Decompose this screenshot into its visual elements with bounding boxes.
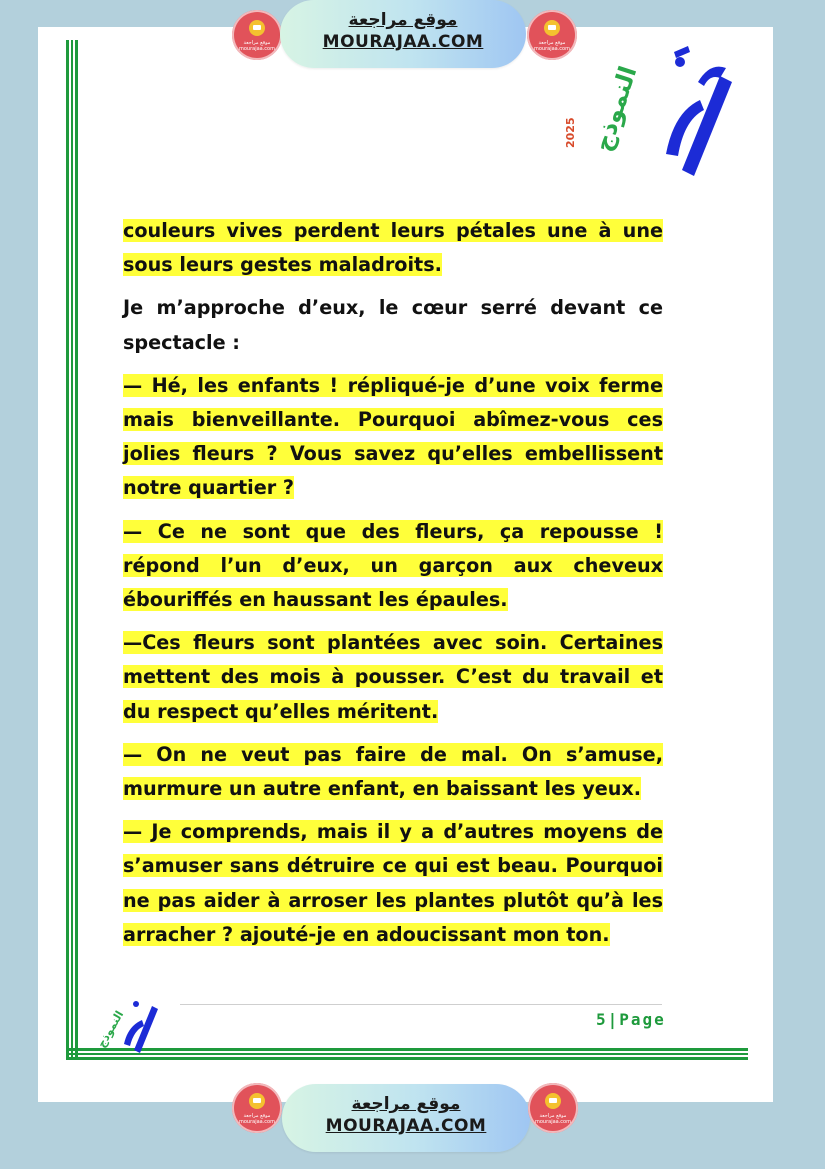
site-badge-icon[interactable] — [232, 1083, 282, 1133]
badge-text: موقع مراجعة mourajaa.com — [533, 40, 570, 52]
site-banner-top[interactable] — [280, 0, 526, 68]
site-badge-icon[interactable] — [232, 10, 282, 60]
paragraph: — On ne veut pas faire de mal. On s’amuse, murmure un autre enfant, en baissant les yeux. — [123, 742, 663, 801]
left-border-decoration — [66, 40, 78, 1060]
gem-logo-icon — [564, 42, 740, 182]
svg-text:النموذج: النموذج — [94, 1008, 127, 1050]
bottom-border-decoration — [66, 1048, 748, 1060]
svg-text:النموذج: النموذج — [588, 62, 643, 155]
site-badge-icon[interactable] — [528, 1083, 578, 1133]
banner-site-link[interactable]: MOURAJAA.COM — [322, 32, 484, 52]
banner-site-link[interactable]: MOURAJAA.COM — [325, 1116, 487, 1136]
paragraph: —Ces fleurs sont plantées avec soin. Certaines mettent des mois à pousser. C’est du travail et du respect qu’elles méritent. — [123, 631, 663, 723]
paragraph: — Hé, les enfants ! répliqué-je d’une voix ferme mais bienveillante. Pourquoi abîmez-vous ces jolies fleurs ? Vous savez qu’elles embellissent notre quartier ? — [123, 373, 663, 500]
paragraph: couleurs vives perdent leurs pétales une à une sous leurs gestes maladroits. — [123, 219, 663, 277]
gem-logo-small-icon — [92, 996, 162, 1054]
banner-arabic-title: موقع مراجعة — [348, 10, 458, 30]
footer-divider — [180, 1004, 662, 1005]
logo-year: 2025 — [564, 117, 577, 148]
page-number: 5|Page — [596, 1010, 666, 1029]
document-body — [123, 214, 663, 952]
badge-text: موقع مراجعة mourajaa.com — [238, 1113, 275, 1125]
site-banner-bottom[interactable] — [282, 1084, 530, 1152]
badge-text: موقع مراجعة mourajaa.com — [534, 1113, 571, 1125]
paragraph: — Je comprends, mais il y a d’autres moyens de s’amuser sans détruire ce qui est beau. Pourquoi ne pas aider à arroser les plantes plutôt qu’à les arracher ? ajouté-je en adoucissant mon ton. — [123, 820, 663, 946]
badge-text: موقع مراجعة mourajaa.com — [238, 40, 275, 52]
paragraph: Je m’approche d’eux, le cœur serré devant ce spectacle : — [123, 296, 663, 354]
banner-arabic-title: موقع مراجعة — [351, 1094, 461, 1114]
paragraph: — Ce ne sont que des fleurs, ça repousse ! répond l’un d’eux, un garçon aux cheveux ébouriffés en haussant les épaules. — [123, 519, 663, 612]
